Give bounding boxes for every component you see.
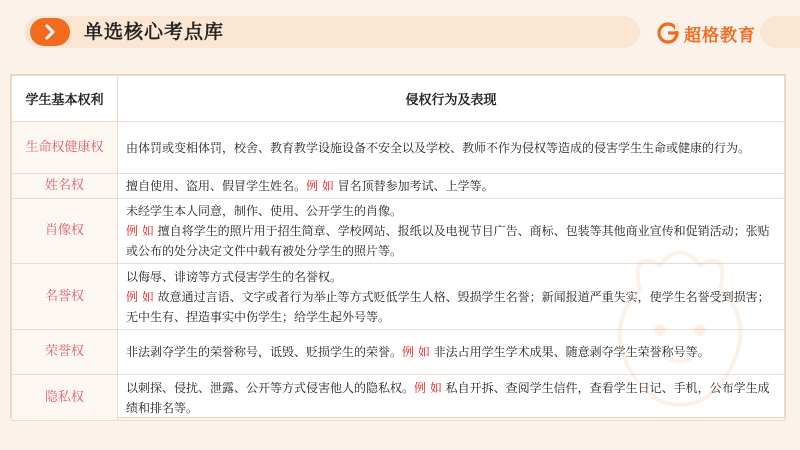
right-category-cell: 生命权健康权 [12, 122, 118, 174]
description-text: 故意通过言语、文字或者行为举止等方式贬低学生人格、毁损学生名誉；新闻报道严重失实，使学生名誉受到损害；无中生有、捏造事实中伤学生；给学生起外号等。 [126, 289, 770, 324]
behavior-description-cell [118, 375, 785, 421]
logo-text: 超格教育 [684, 25, 756, 46]
description-text: 非法占用学生学术成果、随意剥夺学生荣誉称号等。 [429, 345, 710, 359]
table-row [12, 330, 785, 375]
table-row [12, 375, 785, 421]
right-category-cell: 隐私权 [12, 375, 118, 421]
behavior-description-cell [118, 174, 785, 199]
table-row [12, 199, 785, 264]
behavior-description-cell [118, 199, 785, 264]
rights-table [10, 74, 786, 418]
table-row [12, 264, 785, 330]
brand-logo [656, 20, 756, 46]
behavior-description-cell [118, 264, 785, 330]
description-text: 非法剥夺学生的荣誉称号，诋毁、贬损学生的荣誉。 [126, 345, 403, 359]
description-text: 未经学生本人同意，制作、使用、公开学生的肖像。 [126, 204, 403, 218]
example-label: 例 如 [402, 345, 430, 359]
table-row [12, 122, 785, 174]
right-category-cell: 姓名权 [12, 174, 118, 199]
description-text: 以侮辱、诽谤等方式侵害学生的名誉权。 [126, 269, 343, 284]
header-tail-decoration [760, 16, 800, 48]
chevron-right-icon [30, 18, 70, 46]
behavior-description-cell [118, 122, 785, 174]
description-text: 由体罚或变相体罚，校舍、教育教学设施设备不安全以及学校、教师不作为侵权等造成的侵害学生生命或健康的行为。 [126, 140, 751, 155]
page-title: 单选核心考点库 [84, 21, 225, 43]
example-label: 例 如 [126, 224, 154, 238]
behavior-description-cell [118, 330, 785, 375]
right-category-cell: 肖像权 [12, 199, 118, 264]
description-text: 擅自使用、盗用、假冒学生姓名。 [126, 179, 307, 193]
example-label: 例 如 [414, 380, 442, 395]
example-label: 例 如 [126, 289, 154, 304]
description-text: 擅自将学生的照片用于招生简章、学校网站、报纸以及电视节目广告、商标、包装等其他商业宣传和促销活动；张贴或公布的处分决定文件中载有被处分学生的照片等。 [126, 224, 770, 258]
table-header-row [12, 76, 785, 122]
example-label: 例 如 [306, 179, 334, 193]
table-row [12, 174, 785, 199]
right-category-cell: 名誉权 [12, 264, 118, 330]
description-text: 以刺探、侵扰、泄露、公开等方式侵害他人的隐私权。 [126, 380, 415, 395]
description-text: 冒名顶替参加考试、上学等。 [333, 179, 494, 193]
table-body [12, 122, 785, 421]
column-header-behaviors: 侵权行为及表现 [118, 76, 785, 122]
brand-logo-icon [656, 21, 680, 45]
right-category-cell: 荣誉权 [12, 330, 118, 375]
description-text: 私自开拆、查阅学生信件，查看学生日记、手机，公布学生成绩和排名等。 [126, 380, 770, 415]
column-header-rights: 学生基本权利 [12, 76, 118, 122]
